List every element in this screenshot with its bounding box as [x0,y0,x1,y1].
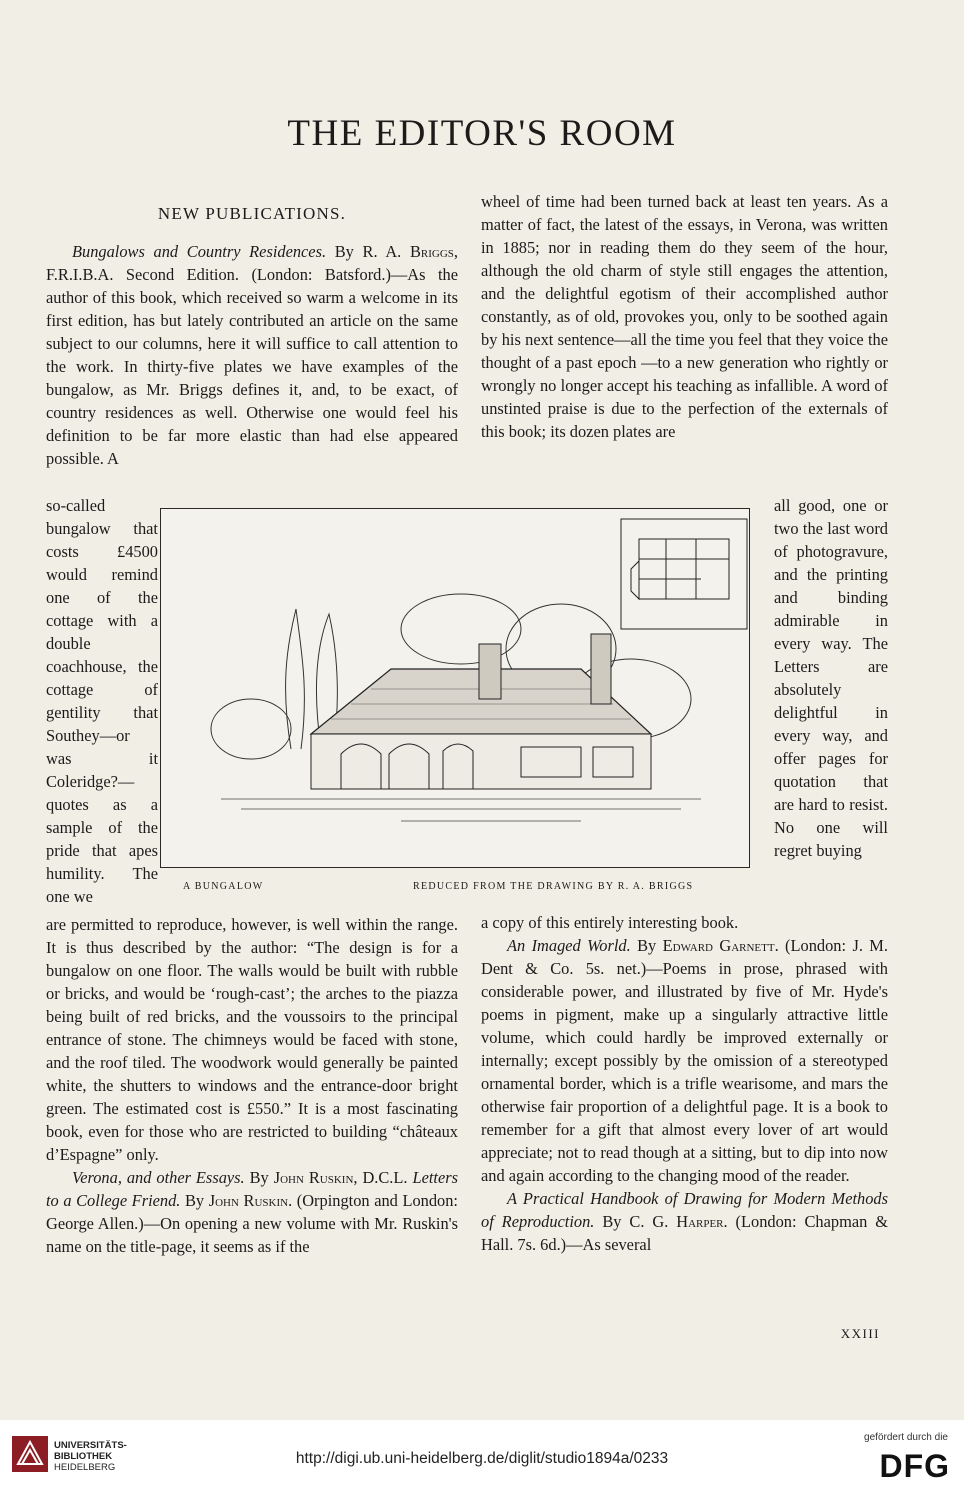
section-heading: NEW PUBLICATIONS. [157,204,347,223]
bungalow-drawing [161,509,749,867]
walls [311,734,651,789]
left-narrow-text: so-called bungalow that costs £4500 would remind one of the cottage with a double coachhouse, the cottage of gentility that Southey—or was it Coleridge?—quotes as a sample of the pride that apes humility. The one we [46,496,158,906]
source-url-link[interactable]: http://digi.ub.uni-heidelberg.de/diglit/studio1894a/0233 [295,1450,669,1467]
page-number: XXIII [840,1326,880,1341]
right-column-top [481,190,888,443]
right-column-bottom [481,911,888,1256]
book-title-bungalows: Bungalows and Country Residences. [72,242,327,261]
review-verona: Verona, and other Essays. By John Ruskin, D.C.L. Letters to a College Friend. By John Ruskin. (Orpington and London: George Allen.)—On opening a new volume with Mr. Ruskin's name on the title-page, it seems as if the [46,1168,459,1256]
author-briggs: Briggs [409,242,454,261]
review-bungalows-cont: are permitted to reproduce, however, is well within the range. It is thus described by the author: “The design is for a bungalow on one floor. The walls would be built with rubble or bricks, and would be ‘rough-cast’; the arches to the piazza being built of red bricks, and the voussoirs to the principal entrance of stone. The chimneys would be faced with stone, and the roof tiled. The woodwork would generally be painted white, the shutters to windows and the entrance-door bright green. The estimated cost is £550.” It is a most fascinating book, even for those who are restricted to building “châteaux d’Espagne” only. [46,915,458,1164]
review-imaged-world: An Imaged World. By Edward Garnett. (London: J. M. Dent & Co. 5s. net.)—Poems in prose, phrased with considerable power, and illustrated by five of Mr. Hyde's poems in pigment, make up a singularly attractive little volume, which could hardly be improved externally or internally; except possibly by the omission of a stereotyped ornamental border, which is a trifle wearisome, and mars the otherwise fair proportion of a delightful page. It is a book to remember for a gift that almost every lover of art would appreciate; not to read though at a sitting, but to dip into now and again according to the changing mood of the reader. [481,936,888,1185]
chimney-right [591,634,611,704]
review-bungalows: Bungalows and Country Residences. By R. A. Briggs, F.R.I.B.A. Second Edition. (London: Batsford.)—As the author of this book, which received so warm a welcome in its first edition, has but lately contributed an article on the same subject to our columns, here it will suffice to call attention to the work. In thirty-five plates we have examples of the bungalow, as Mr. Briggs defines it, and, to be exact, of country residences as well. Otherwise one would feel his definition to be far more elastic than had else appeared possible. A [46,242,458,468]
floor-plan-inset [621,519,747,629]
chimney-left [479,644,501,699]
figure-caption-left: A BUNGALOW [183,881,264,892]
ground-hatching [221,799,701,821]
right-narrow-text: all good, one or two the last word of photogravure, and the printing and binding admirable in every way. The Letters are absolutely delightful in every way, and offer pages for quotation that are hard to resist. No one will regret buying [774,496,888,860]
funded-by-label: gefördert durch die [864,1432,948,1443]
dfg-logo: DFG [879,1448,950,1484]
review-verona-cont: wheel of time had been turned back at least ten years. As a matter of fact, the latest of the essays, in Verona, was written in 1885; nor in reading them do they seem of the hour, although the old charm of style still engages the attention, and the delightful egotism of their accomplished author constantly, as of old, provokes you, only to be soothed again by his next sentence—all the time you feel that they voice the thought of a past epoch —to a new generation who rightly or wrongly no longer accept his teaching as infallible. A word of unstinted praise is due to the perfection of the externals of this book; its dozen plates are [481,192,888,441]
figure-caption-right: REDUCED FROM THE DRAWING BY R. A. BRIGGS [413,881,694,892]
digitization-footer [0,1420,964,1497]
review-verona-end: a copy of this entirely interesting book. [481,913,739,932]
page-title: THE EDITOR'S ROOM [287,113,677,154]
bungalow-illustration [160,508,750,868]
left-column-top [46,240,458,470]
library-logo-text: UNIVERSITÄTS- BIBLIOTHEK HEIDELBERG [54,1440,127,1473]
review-handbook: A Practical Handbook of Drawing for Modern Methods of Reproduction. By C. G. Harper. (London: Chapman & Hall. 7s. 6d.)—As several [481,1189,888,1254]
left-column-bottom [46,913,458,1258]
